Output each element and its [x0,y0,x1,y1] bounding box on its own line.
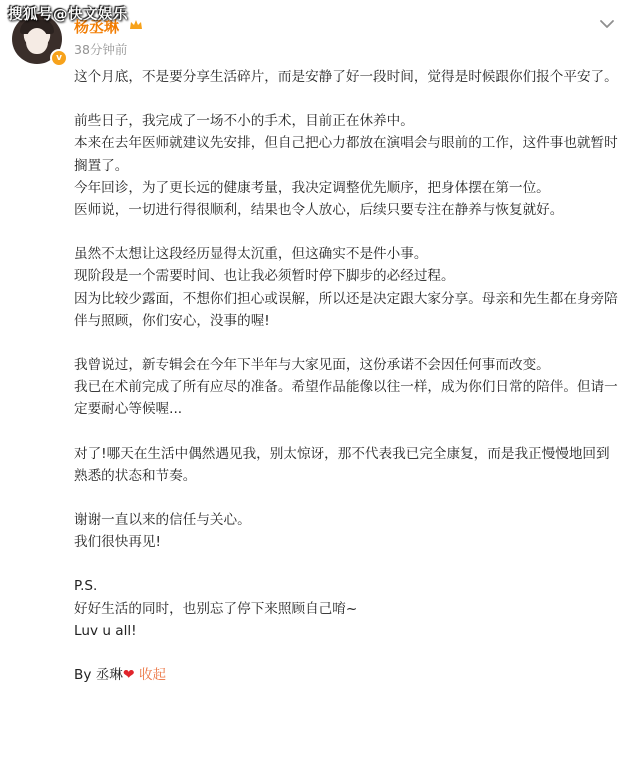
author-name[interactable]: 杨丞琳 [74,18,120,36]
crown-icon [129,19,143,31]
post-paragraph: 前些日子，我完成了一场不小的手术，目前正在休养中。 [74,113,414,130]
post-paragraph: 谢谢一直以来的信任与关心。 [74,512,251,529]
verified-badge-icon: v [50,49,68,67]
post-paragraph: 我曾说过，新专辑会在今年下半年与大家见面，这份承诺不会因任何事而改变。 [74,357,550,374]
collapse-link[interactable]: 收起 [138,667,167,684]
luv-line: Luv u all! [74,622,137,639]
post-paragraph: 今年回诊，为了更长远的健康考量，我决定调整优先顺序，把身体摆在第一位。 [74,179,550,196]
post-paragraph: 本来在去年医师就建议先安排，但自己把心力都放在演唱会与眼前的工作，这件事也就暂时搁置了。 [74,135,618,174]
post-paragraph: 现阶段是一个需要时间、也让我必须暂时停下脚步的必经过程。 [74,268,455,285]
watermark: 搜狐号@快文娱乐 [8,7,128,23]
chevron-down-icon[interactable] [597,14,617,34]
post-paragraph: 因为比较少露面，不想你们担心或误解，所以还是决定跟大家分享。母亲和先生都在身旁陪伴与照顾，你们安心，没事的喔! [74,290,618,329]
avatar-face [26,28,48,54]
post-body [74,66,622,686]
ps-label: P.S. [74,578,98,595]
post-paragraph: 这个月底，不是要分享生活碎片，而是安静了好一段时间，觉得是时候跟你们报个平安了。 [74,69,618,85]
post-timestamp[interactable]: 38分钟前 [74,42,128,57]
post-paragraph: 我们很快再见! [74,534,162,551]
heart-icon: ❤ [122,667,135,684]
signoff-line [74,664,622,686]
ps-line: 好好生活的同时，也别忘了停下来照顾自己唷~ [74,600,358,617]
signoff-text: By 丞琳 [74,667,123,684]
post-paragraph: 虽然不太想让这段经历显得太沉重，但这确实不是件小事。 [74,246,428,263]
post-paragraph: 医师说，一切进行得很顺利，结果也令人放心，后续只要专注在静养与恢复就好。 [74,202,564,219]
post-paragraph: 对了!哪天在生活中偶然遇见我，别太惊讶，那不代表我已完全康复，而是我正慢慢地回到熟悉的状态和节奏。 [74,445,610,484]
post-paragraph: 我已在术前完成了所有应尽的准备。希望作品能像以往一样，成为你们日常的陪伴。但请一定要耐心等候喔... [74,379,618,418]
